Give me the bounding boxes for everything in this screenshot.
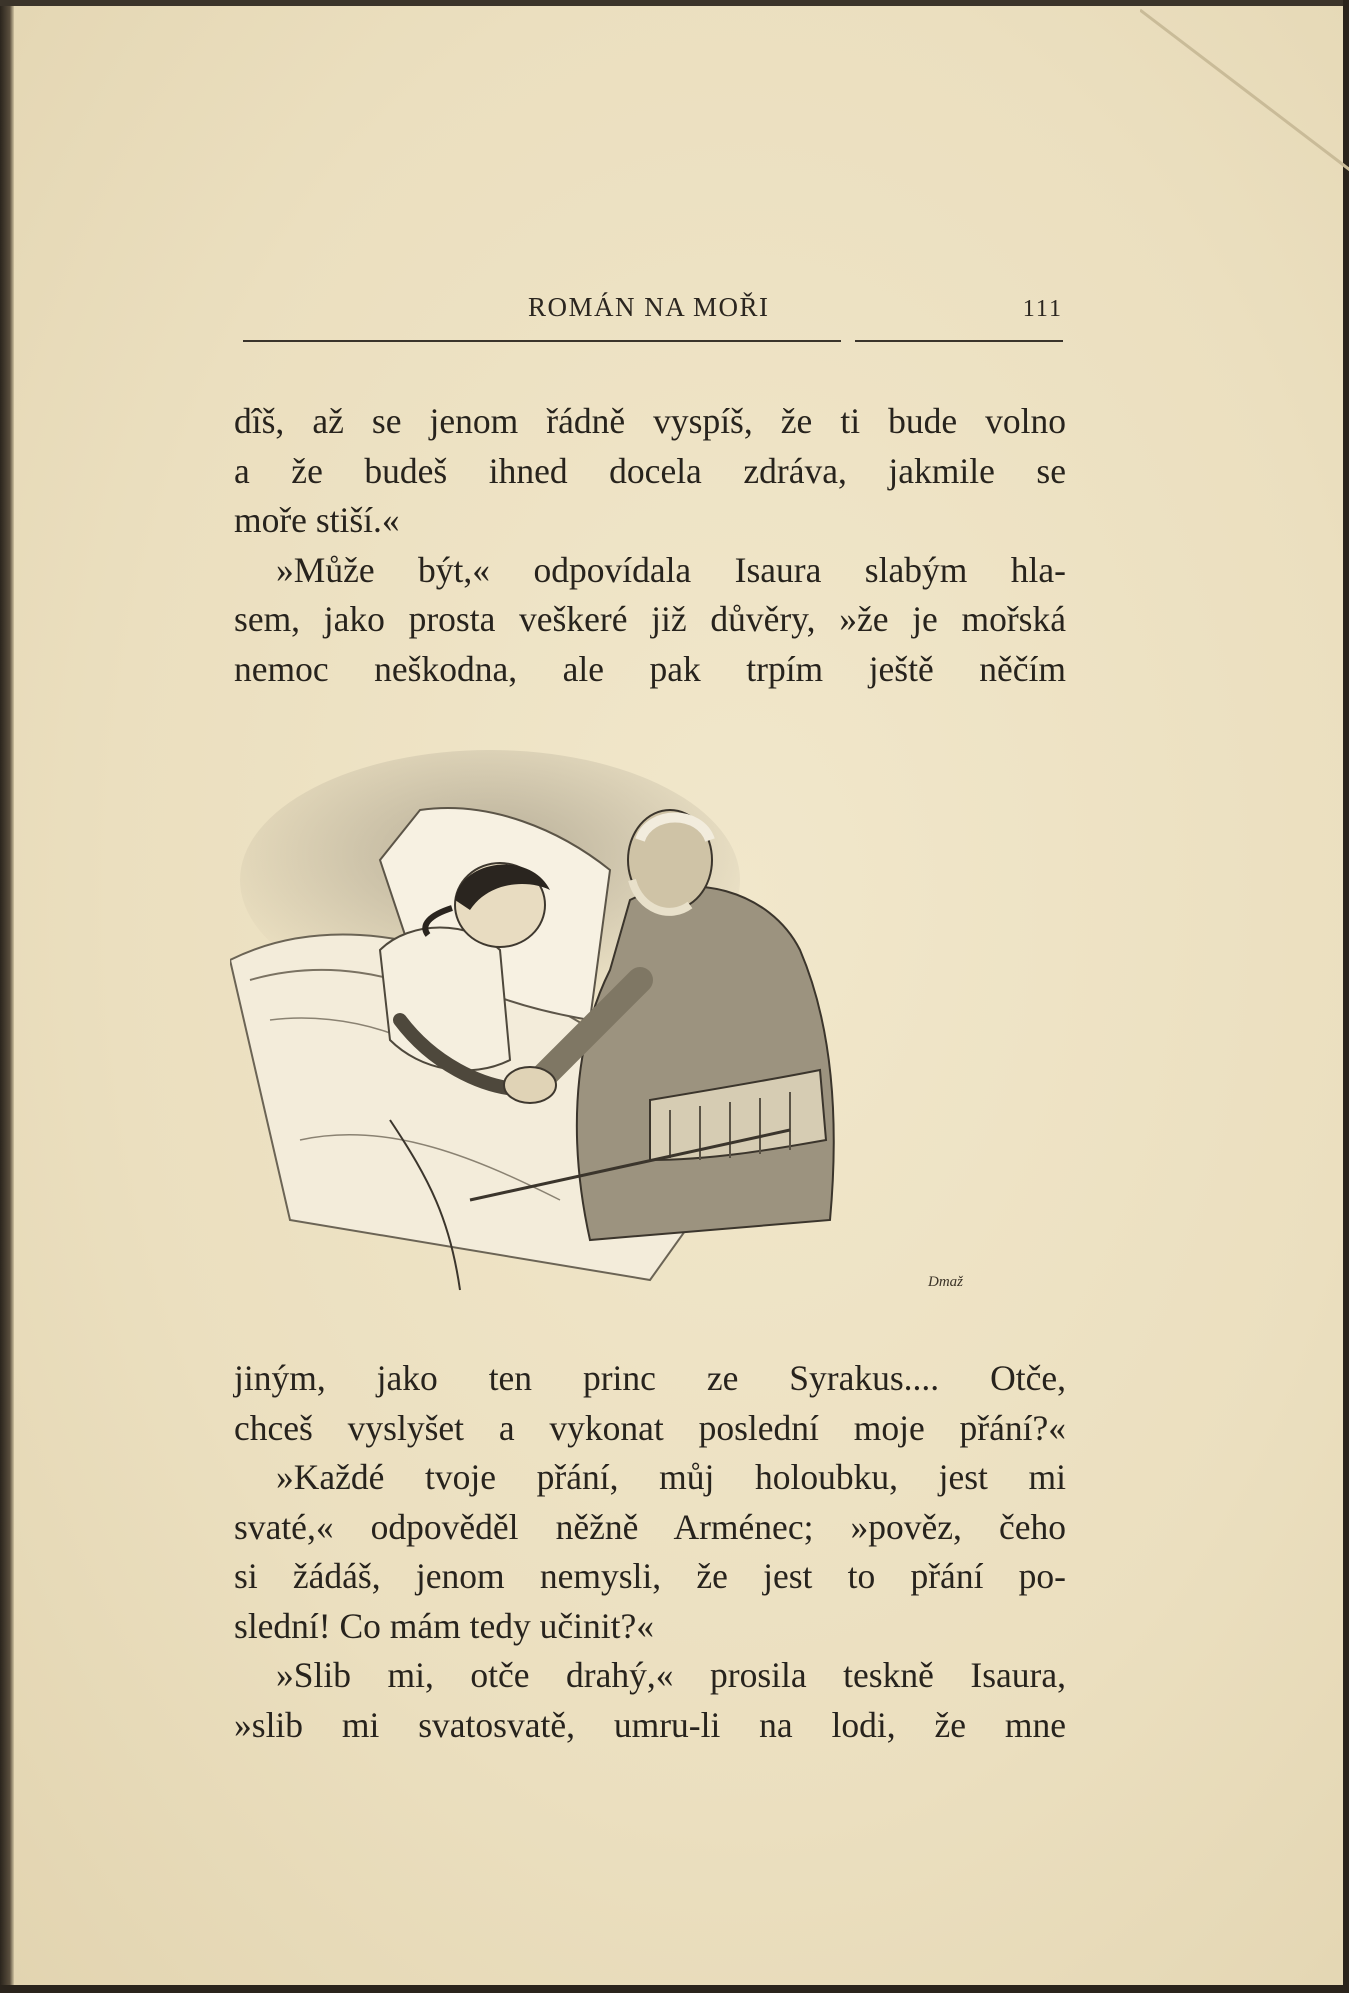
sick-girl-in-bed-illustration bbox=[230, 720, 1070, 1300]
page-number: 111 bbox=[1022, 296, 1063, 322]
text-line: dîš, až se jenom řádně vyspíš, že ti bude volno bbox=[234, 401, 1066, 441]
text-line: svaté,« odpověděl něžně Arménec; »pověz, čeho bbox=[234, 1506, 1066, 1547]
text-line: »Slib mi, otče drahý,« prosila teskně Isaura, bbox=[276, 1655, 1066, 1695]
scan-edge-right bbox=[1343, 0, 1349, 1993]
illustrator-signature: Dmaž bbox=[928, 1274, 964, 1290]
text-line: si žádáš, jenom nemysli, že jest to přání po- bbox=[234, 1556, 1066, 1596]
text-line: sem, jako prosta veškeré již důvěry, »že je mořská bbox=[234, 599, 1066, 639]
text-line: »Každé tvoje přání, můj holoubku, jest mi bbox=[276, 1457, 1066, 1497]
header-rule bbox=[243, 340, 841, 342]
text-line: »Může být,« odpovídala Isaura slabým hla- bbox=[276, 549, 1066, 590]
page-corner-crease bbox=[1140, 0, 1349, 180]
text-block-top bbox=[234, 397, 1066, 694]
text-line: nemoc neškodna, ale pak trpím ještě něčím bbox=[234, 648, 1066, 689]
text-line: chceš vyslyšet a vykonat poslední moje přání?« bbox=[234, 1407, 1066, 1448]
text-line: slední! Co mám tedy učinit?« bbox=[234, 1605, 655, 1646]
text-line: moře stiší.« bbox=[234, 500, 400, 540]
running-head: ROMÁN NA MOŘI bbox=[528, 292, 770, 322]
binding-edge bbox=[0, 0, 14, 1993]
text-line: jiným, jako ten princ ze Syrakus.... Otče, bbox=[234, 1358, 1066, 1398]
text-block-bottom bbox=[234, 1354, 1066, 1750]
scan-edge-bottom bbox=[0, 1985, 1349, 1993]
page-header bbox=[243, 292, 1063, 332]
header-rule bbox=[855, 340, 1063, 342]
text-line: »slib mi svatosvatě, umru-li na lodi, že mne bbox=[234, 1704, 1066, 1745]
text-line: a že budeš ihned docela zdráva, jakmile se bbox=[234, 450, 1066, 491]
